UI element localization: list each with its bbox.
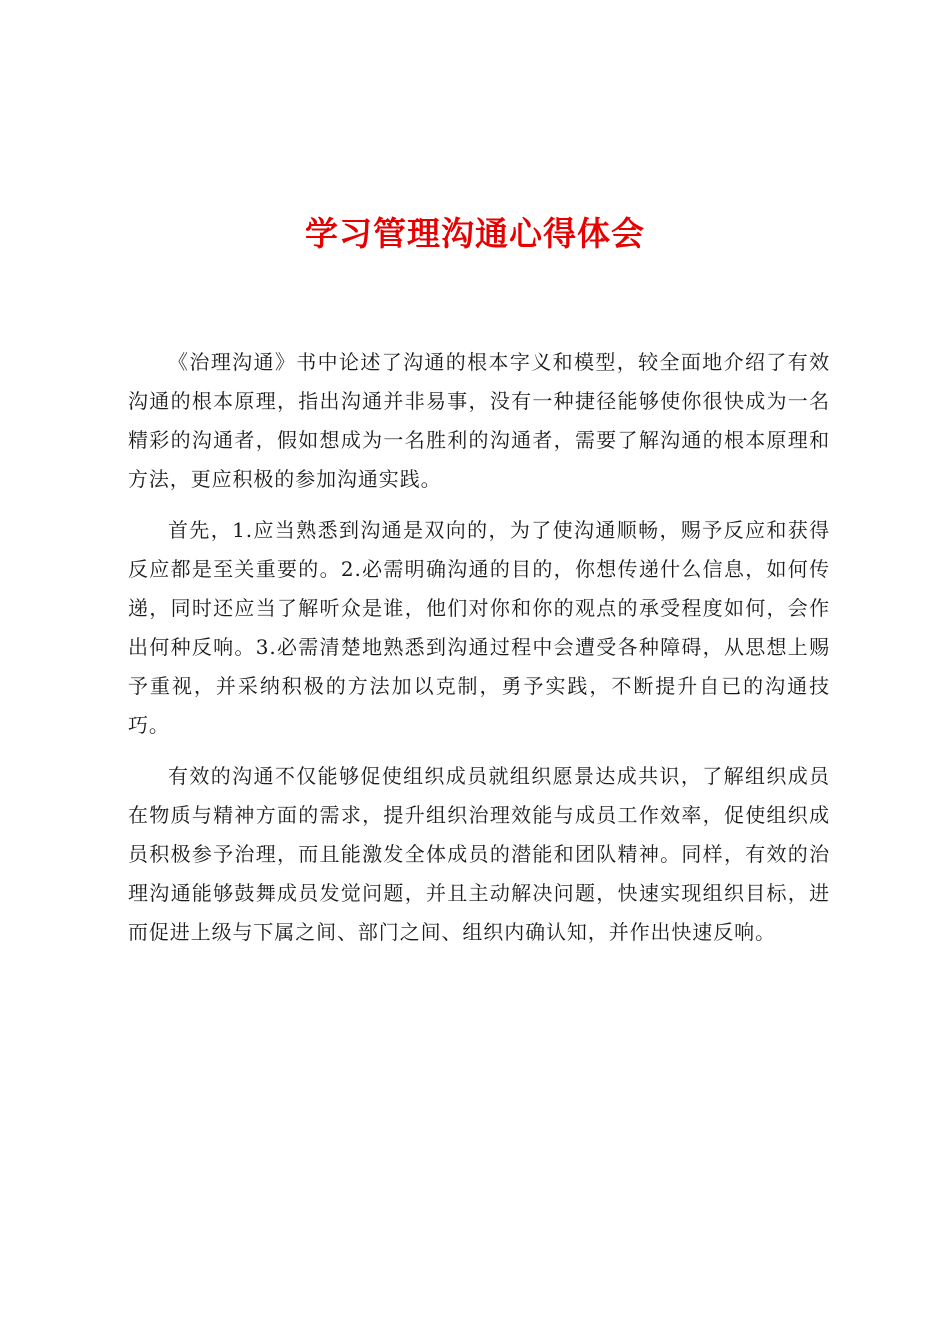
paragraph-2: 首先，1.应当熟悉到沟通是双向的，为了使沟通顺畅，赐予反应和获得反应都是至关重要的。2.必需明确沟通的目的，你想传递什么信息，如何传递，同时还应当了解听众是谁，他们对你和你的观点的承受程度如何，会作出何种反响。3.必需清楚地熟悉到沟通过程中会遭受各种障碍，从思想上赐予重视，并采纳积极的方法加以克制，勇予实践，不断提升自已的沟通技巧。 [128,518,830,737]
paragraph-3: 有效的沟通不仅能够促使组织成员就组织愿景达成共识，了解组织成员在物质与精神方面的需求，提升组织治理效能与成员工作效率，促使组织成员积极参予治理，而且能激发全体成员的潜能和团队精神。同样，有效的治理沟通能够鼓舞成员发觉问题，并且主动解决问题，快速实现组织目标，进而促进上级与下属之间、部门之间、组织内确认知，并作出快速反响。 [128,764,830,944]
document-body [128,343,830,964]
document-title: 学习管理沟通心得体会 [305,214,645,253]
paragraph-1: 《治理沟通》书中论述了沟通的根本字义和模型，较全面地介绍了有效沟通的根本原理，指出沟通并非易事，没有一种捷径能够使你很快成为一名精彩的沟通者，假如想成为一名胜利的沟通者，需要了解沟通的根本原理和方法，更应积极的参加沟通实践。 [128,350,830,491]
